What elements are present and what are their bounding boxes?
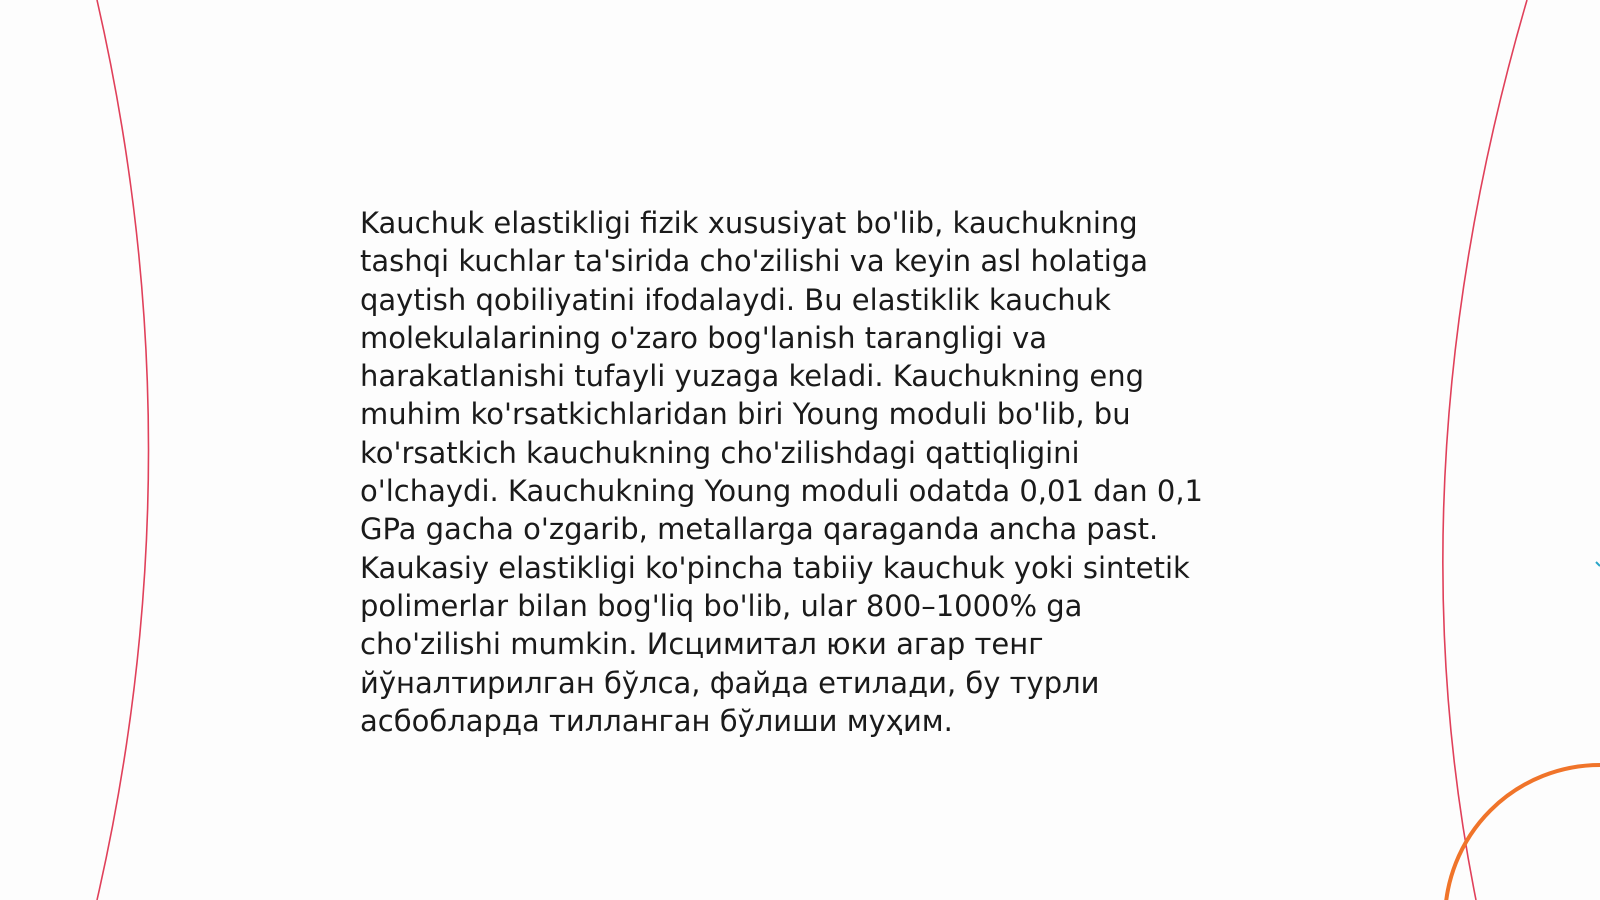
left-arc-decoration bbox=[97, 0, 149, 900]
body-text-line: асбобларда тилланган бўлиши муҳим. bbox=[360, 703, 953, 738]
body-text-line: molekulalarining o'zaro bog'lanish tarangligi va bbox=[360, 320, 1048, 355]
body-text-line: Kaukasiy elastikligi ko'pincha tabiiy kauchuk yoki sintetik bbox=[360, 550, 1190, 585]
body-text-line: polimerlar bilan bog'liq bo'lib, ular 800–1000% ga bbox=[360, 588, 1083, 623]
body-text-line: cho'zilishi mumkin. Исцимитал юки агар тенг bbox=[360, 627, 1044, 662]
body-text-line: qaytish qobiliyatini ifodalaydi. Bu elastiklik kauchuk bbox=[360, 282, 1111, 317]
body-text-line: GPa gacha o'zgarib, metallarga qaraganda ancha past. bbox=[360, 512, 1159, 547]
body-text-line: ko'rsatkich kauchukning cho'zilishdagi qattiqligini bbox=[360, 435, 1080, 470]
body-text-line: Kauchuk elastikligi fizik xususiyat bo'lib, kauchukning bbox=[360, 206, 1138, 240]
edge-mark-decoration bbox=[1596, 562, 1600, 566]
right-arc-decoration bbox=[1443, 0, 1527, 900]
body-text-line: tashqi kuchlar ta'sirida cho'zilishi va keyin asl holatiga bbox=[360, 244, 1149, 279]
corner-circle-decoration bbox=[1445, 765, 1600, 900]
body-text-line: muhim ko'rsatkichlaridan biri Young moduli bo'lib, bu bbox=[360, 397, 1131, 432]
body-text-line: o'lchaydi. Kauchukning Young moduli odatda 0,01 dan 0,1 bbox=[360, 474, 1204, 509]
slide-body-text bbox=[360, 204, 1240, 740]
body-text-line: йўналтирилган бўлса, файда етилади, бу турли bbox=[360, 665, 1100, 700]
body-text-line: harakatlanishi tufayli yuzaga keladi. Kauchukning eng bbox=[360, 359, 1145, 394]
